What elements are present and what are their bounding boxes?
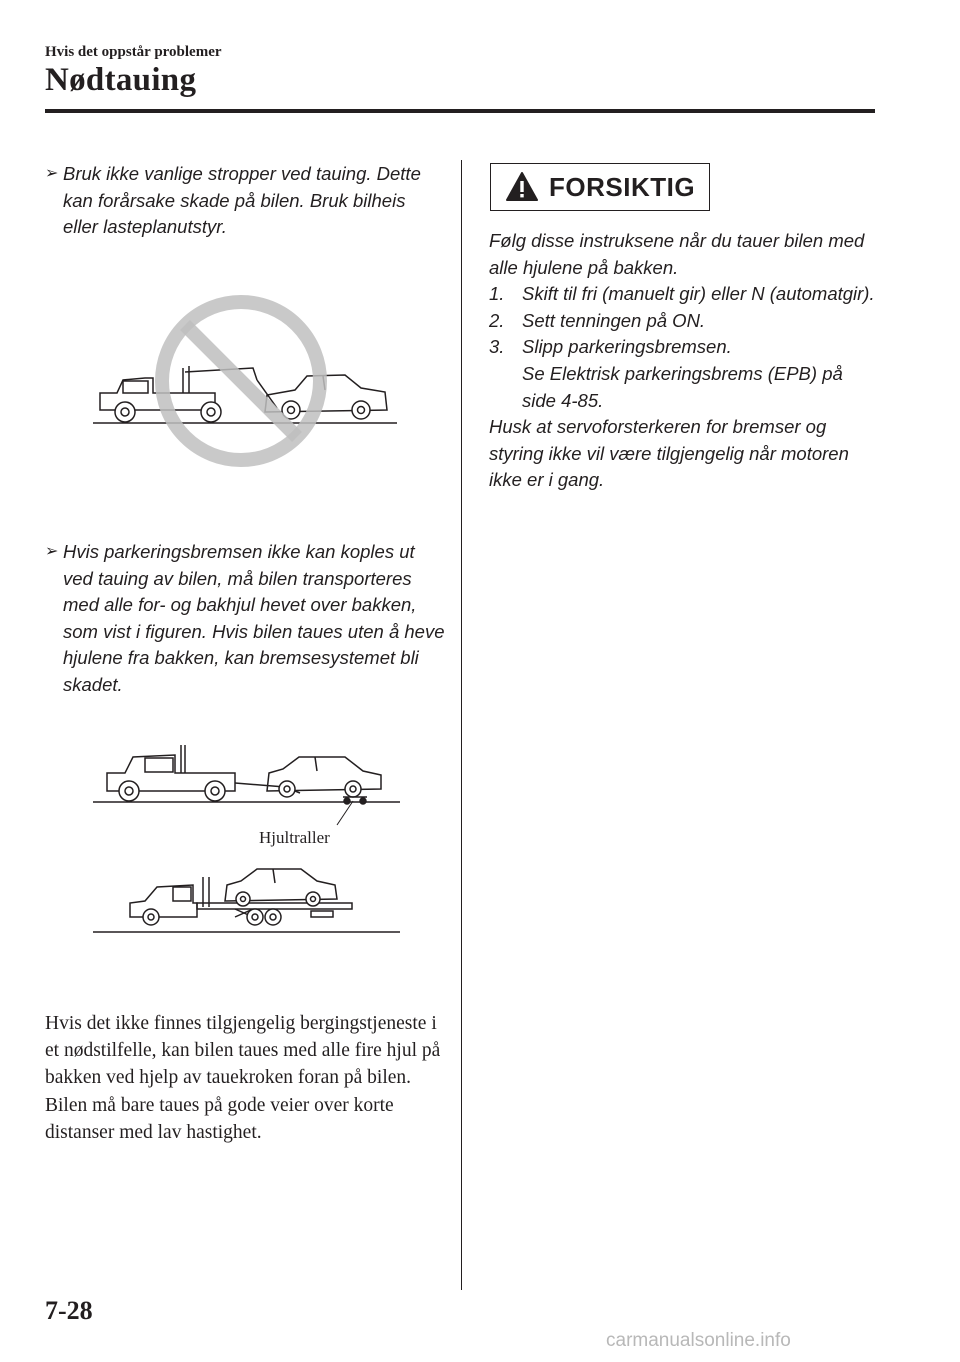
step-text: Sett tenningen på ON.	[522, 309, 706, 331]
page-number: 7-28	[45, 1296, 93, 1325]
column-divider	[461, 160, 462, 1290]
bullet-text: Bruk ikke vanlige stropper ved tauing. Dette kan forårsake skade på bilen. Bruk bilheis eller lasteplanutstyr.	[63, 163, 421, 237]
arrow-bullet-icon: ➢	[45, 543, 59, 560]
dolly-label: Hjultraller	[259, 828, 330, 847]
step-text: Skift til fri (manuelt gir) eller N (automatgir).	[522, 283, 875, 305]
body-paragraph: Hvis det ikke finnes tilgjengelig bergingstjeneste i et nødstilfelle, kan bilen taues med alle fire hjul på bakken ved hjelp av tauekroken foran på bilen.	[45, 1013, 441, 1089]
step-reference: Se Elektrisk parkeringsbrems (EPB) på side 4-85.	[522, 362, 843, 411]
watermark: carmanualsonline.info	[606, 1330, 791, 1351]
step-2	[489, 308, 879, 335]
title-rule	[45, 109, 875, 113]
wheel-dolly-towing-figure	[85, 745, 405, 865]
page-title: Nødtauing	[45, 62, 197, 98]
step-number: 1.	[489, 283, 505, 305]
bullet-tow-straps	[45, 161, 445, 241]
caution-outro: Husk at servoforsterkeren for bremser og styring ikke vil være tilgjengelig når motoren ikke er i gang.	[489, 416, 849, 491]
no-rope-towing-figure	[85, 290, 405, 470]
emergency-towing-text	[45, 1010, 445, 1146]
caution-label: FORSIKTIG	[549, 171, 696, 202]
caution-intro: Følg disse instruksene når du tauer bilen med alle hjulene på bakken.	[489, 230, 865, 278]
bullet-parking-brake	[45, 539, 445, 698]
step-1	[489, 281, 879, 308]
bullet-text: Hvis parkeringsbremsen ikke kan koples ut ved tauing av bilen, må bilen transporteres med alle for- og bakhjul hevet over bakken, som vist i figuren. Hvis bilen taues uten å heve hjulene fra bakken, kan bremsesystemet bli skadet.	[63, 541, 445, 695]
step-3	[489, 334, 879, 414]
warning-triangle-icon	[505, 171, 539, 203]
step-text: Slipp parkeringsbremsen.	[522, 336, 732, 358]
step-number: 2.	[489, 309, 505, 331]
flatbed-transport-figure	[85, 865, 405, 940]
arrow-bullet-icon: ➢	[45, 165, 59, 182]
caution-text	[489, 228, 879, 494]
section-label: Hvis det oppstår problemer	[45, 44, 222, 60]
caution-header	[490, 163, 710, 211]
step-number: 3.	[489, 336, 505, 358]
body-paragraph: Bilen må bare taues på gode veier over korte distanser med lav hastighet.	[45, 1094, 394, 1143]
